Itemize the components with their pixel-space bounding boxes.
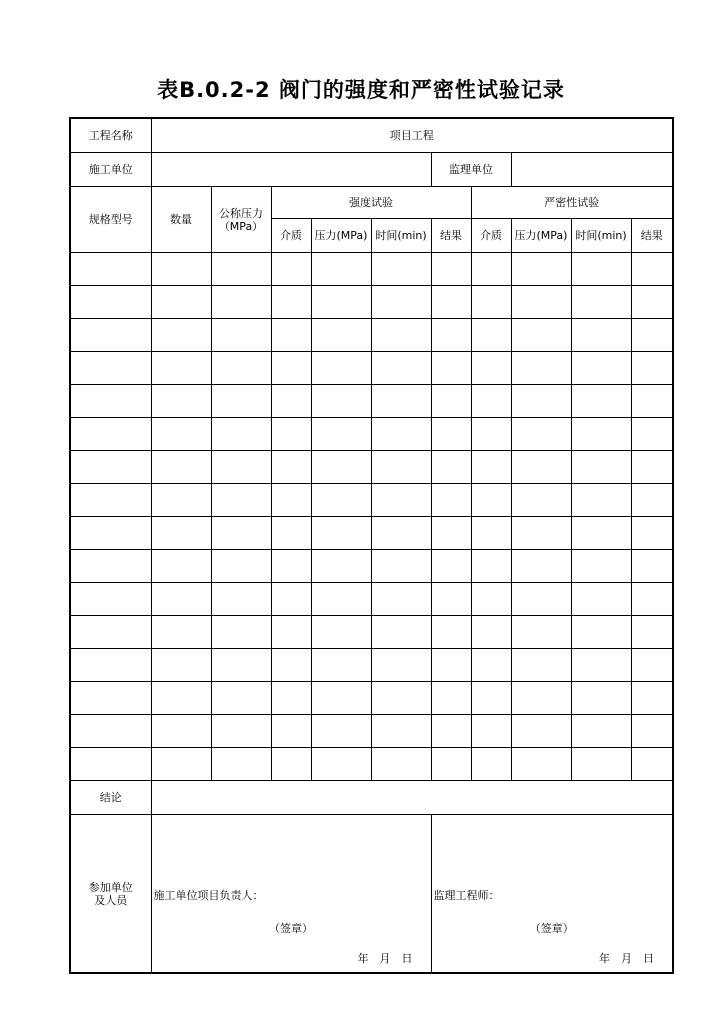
strength-time-cell[interactable] xyxy=(371,517,431,550)
quantity-header: 数量 xyxy=(151,187,211,253)
nominal-pressure-cell[interactable] xyxy=(211,583,271,616)
table-row xyxy=(70,319,673,352)
tightness-pressure-cell[interactable] xyxy=(511,451,571,484)
strength-medium-cell[interactable] xyxy=(271,418,311,451)
strength-medium-cell[interactable] xyxy=(271,286,311,319)
tightness-medium-header: 介质 xyxy=(471,219,511,253)
quantity-cell[interactable] xyxy=(151,616,211,649)
nominal-pressure-cell[interactable] xyxy=(211,319,271,352)
spec-model-cell[interactable] xyxy=(70,517,151,550)
spec-model-cell[interactable] xyxy=(70,616,151,649)
strength-pressure-cell[interactable] xyxy=(311,583,371,616)
strength-time-cell[interactable] xyxy=(371,550,431,583)
tightness-time-cell[interactable] xyxy=(571,451,631,484)
tightness-medium-cell[interactable] xyxy=(471,583,511,616)
construction-signature-cell[interactable] xyxy=(151,815,431,974)
table-row xyxy=(70,286,673,319)
tightness-result-cell[interactable] xyxy=(631,517,673,550)
strength-pressure-cell[interactable] xyxy=(311,253,371,286)
spec-model-cell[interactable] xyxy=(70,319,151,352)
strength-time-cell[interactable] xyxy=(371,451,431,484)
strength-result-cell[interactable] xyxy=(431,451,471,484)
tightness-pressure-cell[interactable] xyxy=(511,253,571,286)
strength-pressure-cell[interactable] xyxy=(311,451,371,484)
construction-signer-label: 施工单位项目负责人： xyxy=(153,889,264,902)
tightness-result-cell[interactable] xyxy=(631,484,673,517)
tightness-medium-cell[interactable] xyxy=(471,352,511,385)
nominal-pressure-cell[interactable] xyxy=(211,352,271,385)
table-row xyxy=(70,484,673,517)
supervision-signer-label: 监理工程师： xyxy=(433,889,500,902)
tightness-time-cell[interactable] xyxy=(571,319,631,352)
tightness-time-cell[interactable] xyxy=(571,253,631,286)
spec-model-cell[interactable] xyxy=(70,286,151,319)
table-row xyxy=(70,715,673,748)
construction-unit-value[interactable] xyxy=(151,153,431,187)
strength-time-cell[interactable] xyxy=(371,715,431,748)
strength-pressure-header: 压力(MPa) xyxy=(311,219,371,253)
strength-time-cell[interactable] xyxy=(371,352,431,385)
tightness-pressure-cell[interactable] xyxy=(511,682,571,715)
strength-time-cell[interactable] xyxy=(371,649,431,682)
spec-model-cell[interactable] xyxy=(70,352,151,385)
spec-model-cell[interactable] xyxy=(70,484,151,517)
table-row xyxy=(70,253,673,286)
strength-pressure-cell[interactable] xyxy=(311,319,371,352)
strength-medium-cell[interactable] xyxy=(271,649,311,682)
quantity-cell[interactable] xyxy=(151,484,211,517)
tightness-time-cell[interactable] xyxy=(571,748,631,781)
tightness-time-cell[interactable] xyxy=(571,517,631,550)
tightness-time-cell[interactable] xyxy=(571,484,631,517)
strength-result-cell[interactable] xyxy=(431,484,471,517)
tightness-result-cell[interactable] xyxy=(631,319,673,352)
nominal-pressure-cell[interactable] xyxy=(211,682,271,715)
nominal-pressure-cell[interactable] xyxy=(211,286,271,319)
strength-pressure-cell[interactable] xyxy=(311,385,371,418)
tightness-test-header: 严密性试验 xyxy=(471,187,673,219)
table-row xyxy=(70,616,673,649)
tightness-medium-cell[interactable] xyxy=(471,649,511,682)
strength-result-cell[interactable] xyxy=(431,253,471,286)
tightness-medium-cell[interactable] xyxy=(471,682,511,715)
supervision-unit-value[interactable] xyxy=(511,153,673,187)
strength-medium-cell[interactable] xyxy=(271,715,311,748)
strength-medium-cell[interactable] xyxy=(271,352,311,385)
strength-time-cell[interactable] xyxy=(371,286,431,319)
tightness-medium-cell[interactable] xyxy=(471,451,511,484)
spec-model-cell[interactable] xyxy=(70,550,151,583)
tightness-time-cell[interactable] xyxy=(571,385,631,418)
tightness-time-cell[interactable] xyxy=(571,418,631,451)
strength-pressure-cell[interactable] xyxy=(311,649,371,682)
strength-pressure-cell[interactable] xyxy=(311,715,371,748)
strength-result-cell[interactable] xyxy=(431,385,471,418)
strength-pressure-cell[interactable] xyxy=(311,682,371,715)
tightness-time-cell[interactable] xyxy=(571,682,631,715)
tightness-medium-cell[interactable] xyxy=(471,616,511,649)
valve-test-record-table xyxy=(69,117,674,974)
construction-unit-label: 施工单位 xyxy=(70,153,151,187)
project-name-label: 工程名称 xyxy=(70,118,151,153)
tightness-pressure-cell[interactable] xyxy=(511,385,571,418)
strength-result-cell[interactable] xyxy=(431,682,471,715)
strength-medium-cell[interactable] xyxy=(271,451,311,484)
quantity-cell[interactable] xyxy=(151,253,211,286)
strength-result-cell[interactable] xyxy=(431,286,471,319)
strength-time-cell[interactable] xyxy=(371,748,431,781)
strength-test-header: 强度试验 xyxy=(271,187,471,219)
tightness-time-cell[interactable] xyxy=(571,352,631,385)
strength-pressure-cell[interactable] xyxy=(311,748,371,781)
tightness-result-cell[interactable] xyxy=(631,550,673,583)
nominal-pressure-cell[interactable] xyxy=(211,649,271,682)
tightness-pressure-cell[interactable] xyxy=(511,286,571,319)
tightness-medium-cell[interactable] xyxy=(471,253,511,286)
quantity-cell[interactable] xyxy=(151,748,211,781)
tightness-pressure-cell[interactable] xyxy=(511,319,571,352)
table-row xyxy=(70,451,673,484)
table-row xyxy=(70,517,673,550)
tightness-result-header: 结果 xyxy=(631,219,673,253)
tightness-result-cell[interactable] xyxy=(631,286,673,319)
spec-model-cell[interactable] xyxy=(70,649,151,682)
strength-time-cell[interactable] xyxy=(371,583,431,616)
tightness-medium-cell[interactable] xyxy=(471,319,511,352)
tightness-result-cell[interactable] xyxy=(631,682,673,715)
tightness-medium-cell[interactable] xyxy=(471,484,511,517)
table-row xyxy=(70,649,673,682)
strength-result-cell[interactable] xyxy=(431,649,471,682)
nominal-pressure-cell[interactable] xyxy=(211,385,271,418)
tightness-pressure-cell[interactable] xyxy=(511,418,571,451)
strength-pressure-cell[interactable] xyxy=(311,517,371,550)
strength-result-cell[interactable] xyxy=(431,583,471,616)
quantity-cell[interactable] xyxy=(151,682,211,715)
tightness-pressure-cell[interactable] xyxy=(511,649,571,682)
strength-time-cell[interactable] xyxy=(371,682,431,715)
strength-time-cell[interactable] xyxy=(371,385,431,418)
table-row xyxy=(70,418,673,451)
tightness-result-cell[interactable] xyxy=(631,715,673,748)
strength-time-cell[interactable] xyxy=(371,616,431,649)
strength-pressure-cell[interactable] xyxy=(311,484,371,517)
spec-model-cell[interactable] xyxy=(70,682,151,715)
nominal-pressure-header xyxy=(211,187,271,253)
nominal-pressure-cell[interactable] xyxy=(211,484,271,517)
quantity-cell[interactable] xyxy=(151,352,211,385)
strength-result-cell[interactable] xyxy=(431,715,471,748)
strength-time-cell[interactable] xyxy=(371,253,431,286)
project-name-value[interactable]: 项目工程 xyxy=(151,118,673,153)
quantity-cell[interactable] xyxy=(151,550,211,583)
strength-pressure-cell[interactable] xyxy=(311,352,371,385)
tightness-result-cell[interactable] xyxy=(631,418,673,451)
participants-label-line2: 及人员 xyxy=(94,893,128,907)
form-title: 表B.0.2-2 阀门的强度和严密性试验记录 xyxy=(157,78,565,102)
tightness-pressure-header: 压力(MPa) xyxy=(511,219,571,253)
nominal-pressure-cell[interactable] xyxy=(211,517,271,550)
nominal-pressure-cell[interactable] xyxy=(211,748,271,781)
tightness-pressure-cell[interactable] xyxy=(511,352,571,385)
strength-pressure-cell[interactable] xyxy=(311,550,371,583)
strength-time-cell[interactable] xyxy=(371,418,431,451)
quantity-cell[interactable] xyxy=(151,517,211,550)
table-row xyxy=(70,352,673,385)
strength-medium-cell[interactable] xyxy=(271,253,311,286)
tightness-time-cell[interactable] xyxy=(571,715,631,748)
spec-model-cell[interactable] xyxy=(70,385,151,418)
tightness-result-cell[interactable] xyxy=(631,451,673,484)
tightness-pressure-cell[interactable] xyxy=(511,616,571,649)
strength-medium-cell[interactable] xyxy=(271,682,311,715)
nominal-pressure-label: 公称压力 xyxy=(219,206,263,220)
tightness-result-cell[interactable] xyxy=(631,583,673,616)
strength-medium-cell[interactable] xyxy=(271,319,311,352)
tightness-pressure-cell[interactable] xyxy=(511,550,571,583)
participants-label xyxy=(70,815,151,974)
conclusion-value[interactable] xyxy=(151,781,673,815)
spec-model-header: 规格型号 xyxy=(70,187,151,253)
supervision-signature-cell[interactable] xyxy=(431,815,673,974)
strength-result-cell[interactable] xyxy=(431,517,471,550)
strength-time-cell[interactable] xyxy=(371,484,431,517)
tightness-medium-cell[interactable] xyxy=(471,748,511,781)
quantity-cell[interactable] xyxy=(151,286,211,319)
spec-model-cell[interactable] xyxy=(70,418,151,451)
strength-medium-cell[interactable] xyxy=(271,517,311,550)
tightness-pressure-cell[interactable] xyxy=(511,517,571,550)
quantity-cell[interactable] xyxy=(151,319,211,352)
participants-label-line1: 参加单位 xyxy=(88,880,133,894)
tightness-medium-cell[interactable] xyxy=(471,418,511,451)
tightness-time-header: 时间(min) xyxy=(571,219,631,253)
strength-result-cell[interactable] xyxy=(431,418,471,451)
strength-pressure-cell[interactable] xyxy=(311,286,371,319)
nominal-pressure-unit: （MPa） xyxy=(218,219,264,233)
supervision-unit-label: 监理单位 xyxy=(431,153,511,187)
spec-model-cell[interactable] xyxy=(70,715,151,748)
nominal-pressure-cell[interactable] xyxy=(211,451,271,484)
quantity-cell[interactable] xyxy=(151,451,211,484)
strength-medium-cell[interactable] xyxy=(271,583,311,616)
spec-model-cell[interactable] xyxy=(70,253,151,286)
tightness-pressure-cell[interactable] xyxy=(511,484,571,517)
supervision-date: 年 月 日 xyxy=(599,952,655,965)
tightness-result-cell[interactable] xyxy=(631,649,673,682)
strength-time-cell[interactable] xyxy=(371,319,431,352)
tightness-medium-cell[interactable] xyxy=(471,715,511,748)
construction-date: 年 月 日 xyxy=(357,952,413,965)
strength-result-header: 结果 xyxy=(431,219,471,253)
strength-medium-cell[interactable] xyxy=(271,385,311,418)
tightness-medium-cell[interactable] xyxy=(471,286,511,319)
tightness-time-cell[interactable] xyxy=(571,649,631,682)
table-row xyxy=(70,583,673,616)
tightness-time-cell[interactable] xyxy=(571,583,631,616)
strength-medium-cell[interactable] xyxy=(271,748,311,781)
strength-medium-header: 介质 xyxy=(271,219,311,253)
nominal-pressure-cell[interactable] xyxy=(211,253,271,286)
tightness-result-cell[interactable] xyxy=(631,748,673,781)
table-row xyxy=(70,748,673,781)
tightness-medium-cell[interactable] xyxy=(471,550,511,583)
quantity-cell[interactable] xyxy=(151,385,211,418)
table-row xyxy=(70,385,673,418)
strength-result-cell[interactable] xyxy=(431,352,471,385)
spec-model-cell[interactable] xyxy=(70,748,151,781)
tightness-result-cell[interactable] xyxy=(631,385,673,418)
tightness-pressure-cell[interactable] xyxy=(511,583,571,616)
tightness-medium-cell[interactable] xyxy=(471,517,511,550)
nominal-pressure-cell[interactable] xyxy=(211,616,271,649)
tightness-time-cell[interactable] xyxy=(571,286,631,319)
strength-medium-cell[interactable] xyxy=(271,616,311,649)
construction-stamp: （签章） xyxy=(269,922,313,935)
quantity-cell[interactable] xyxy=(151,418,211,451)
tightness-result-cell[interactable] xyxy=(631,352,673,385)
tightness-medium-cell[interactable] xyxy=(471,385,511,418)
quantity-cell[interactable] xyxy=(151,649,211,682)
nominal-pressure-cell[interactable] xyxy=(211,715,271,748)
tightness-time-cell[interactable] xyxy=(571,550,631,583)
strength-result-cell[interactable] xyxy=(431,319,471,352)
tightness-pressure-cell[interactable] xyxy=(511,748,571,781)
tightness-pressure-cell[interactable] xyxy=(511,715,571,748)
spec-model-cell[interactable] xyxy=(70,583,151,616)
strength-pressure-cell[interactable] xyxy=(311,418,371,451)
strength-pressure-cell[interactable] xyxy=(311,616,371,649)
supervision-stamp: （签章） xyxy=(529,922,574,935)
table-row xyxy=(70,682,673,715)
strength-result-cell[interactable] xyxy=(431,550,471,583)
quantity-cell[interactable] xyxy=(151,715,211,748)
tightness-result-cell[interactable] xyxy=(631,253,673,286)
spec-model-cell[interactable] xyxy=(70,451,151,484)
tightness-time-cell[interactable] xyxy=(571,616,631,649)
strength-medium-cell[interactable] xyxy=(271,484,311,517)
strength-time-header: 时间(min) xyxy=(371,219,431,253)
table-row xyxy=(70,550,673,583)
strength-medium-cell[interactable] xyxy=(271,550,311,583)
nominal-pressure-cell[interactable] xyxy=(211,418,271,451)
strength-result-cell[interactable] xyxy=(431,616,471,649)
nominal-pressure-cell[interactable] xyxy=(211,550,271,583)
strength-result-cell[interactable] xyxy=(431,748,471,781)
tightness-result-cell[interactable] xyxy=(631,616,673,649)
conclusion-label: 结论 xyxy=(70,781,151,815)
quantity-cell[interactable] xyxy=(151,583,211,616)
